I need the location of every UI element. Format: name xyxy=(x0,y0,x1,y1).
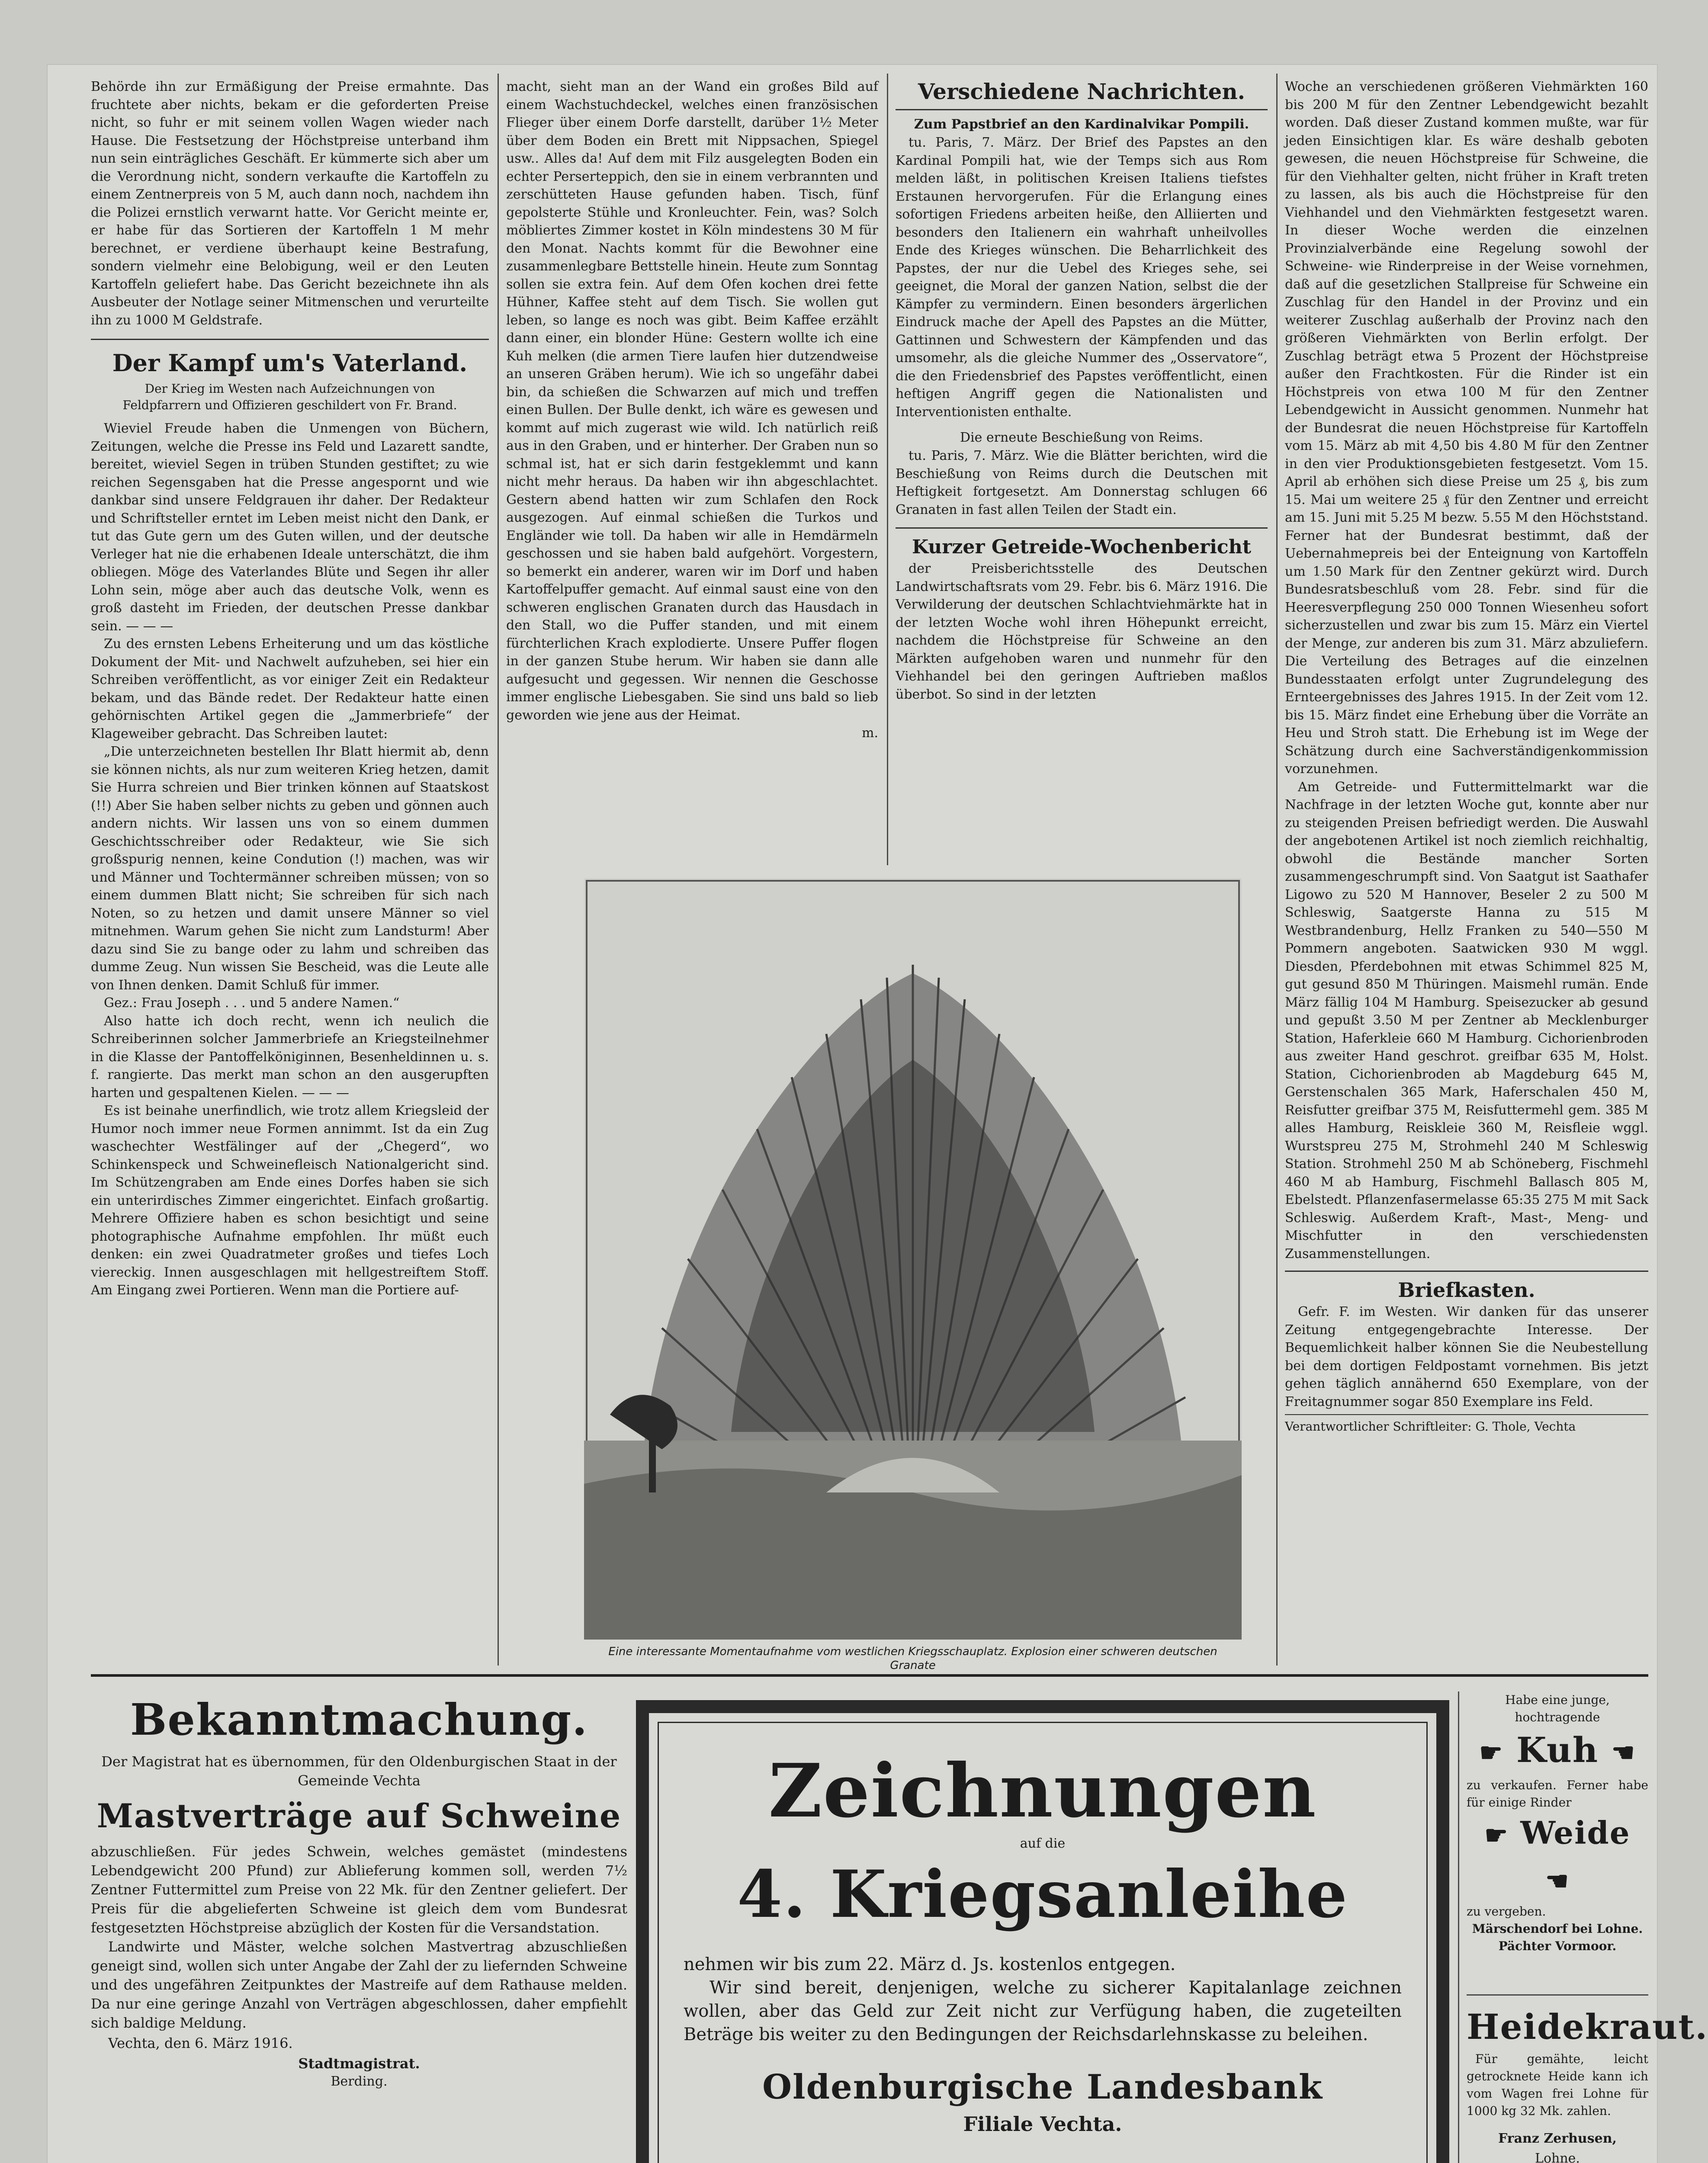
pointing-hand-icon: ☚ xyxy=(1545,1866,1570,1897)
article-paragraph: Also hatte ich doch recht, wenn ich neulich die Schreiberinnen solcher Jammerbriefe an Kriegsteilnehmer in die Klasse der Pantoffelköniginnen, Besenheldinnen u. s. f. rangierte. Das merkt man schon an den ausgerupften harten und gespaltenen Kielen. — — — xyxy=(91,1013,489,1101)
item-text: tu. Paris, 7. März. Der Brief des Papstes an den Kardinal Pompili hat, wie der Temps sich aus Rom melden läßt, in politischen Kreisen Italiens tiefstes Erstaunen hervorgerufen. Für die Erlangung eines sofortigen Friedens arbeiten heiße, den Alliierten und besonders den Italienern ein wahrhaft unheilvolles Ende des Krieges wünschen. Die Beharrlichkeit des Papstes, der nur die Uebel des Krieges sehe, sei geeignet, die Moral der ganzen Nation, selbst die der Kämpfer zu vermindern. Einen besonders ärgerlichen Eindruck mache der Apell des Papstes an die Mütter, Gattinnen und Schwestern der Kämpfenden und das umsomehr, als die gleiche Nummer des „Osservatore“, die den Friedensbrief des Papstes veröffentlicht, einen heftigen Angriff gegen die Nationalisten und Interventionisten enthalte. xyxy=(896,135,1268,420)
briefkasten-text: Gefr. F. im Westen. Wir danken für das unserer Zeitung entgegengebrachte Interesse. Der Bequemlichkeit halber können Sie die Neubestellung bei dem dortigen Feldpostamt vornehmen. Bis jetzt gehen täglich annähernd 650 Exemplare, von der Freitagnummer sogar 850 Exemplare ins Feld. xyxy=(1285,1304,1648,1409)
article-subtitle: Der Krieg im Westen nach Aufzeichnungen von Feldpfarrern und Offizieren geschildert von Fr. Brand. xyxy=(122,382,457,412)
ad-body: Landwirte und Mäster, welche solchen Mastvertrag abzuschließen geneigt sind, wollen sich unter Angabe der Zahl der zu liefernden Schweine und des ungefähren Zeitpunktes der Mastreife auf dem Rathause melden. Da nur eine geringe Anzahl von Verträgen abgeschlossen, daher empfiehlt sich baldige Meldung. xyxy=(91,1938,627,2031)
column-3 xyxy=(896,78,1268,857)
divider xyxy=(896,109,1268,110)
pointing-hand-icon: ☛ xyxy=(1479,1738,1504,1768)
ad-kuh-weide xyxy=(1467,1691,1648,1986)
col2-text: macht, sieht man an der Wand ein großes Bild auf einem Wachstuchdeckel, welches einen französischen Flieger über einem Dorfe darstellt, darüber 1½ Meter über dem Boden ein Brett mit Nippsachen, Spiegel usw.. Alles da! Auf dem mit Filz ausgelegten Boden ein echter Perserteppich, den sie in einem verbrannten und zerschütteten Hause gefunden haben. Tisch, fünf gepolsterte Stühle und Kronleuchter. Fein, was? Solch möbliertes Zimmer kostet in Köln mindestens 30 M für den Monat. Nachts kommt für die Bewohner eine zusammenlegbare Bettstelle hinein. Heute zum Sonntag sollen sie extra fein. Auf dem Ofen kochen drei fette Hühner, Kaffee steht auf dem Tisch. Sie wollen gut leben, so lange es noch was gibt. Beim Kaffee erzählt dann einer, ein blonder Hüne: Gestern wollte ich eine Kuh melken (die armen Tiere laufen hier dutzendweise an unseren Gräben herum). Wie ich so ungefähr dabei bin, da schießen die Schwarzen auf mich und treffen einen Bullen. Der Bulle denkt, ich wäre es gewesen und kommt auf mich zugerast wie wild. Ich natürlich reiß aus in den Graben, und er hinterher. Der Graben nun so schmal ist, hat er sich darin festgeklemmt und kann nicht mehr heraus. Da haben wir ihn abgeschlachtet. Gestern abend hatten wir zum Schlafen den Rock ausgezogen. Auf einmal schießen die Turkos und Engländer wie toll. Da haben wir alle in Hemdärmeln geschossen und sie haben bald aufgehört. Vorgestern, so bemerkt ein anderer, waren wir im Dorf und haben Kartoffelpuffer gemacht. Auf einmal saust eine von den schweren englischen Granaten durch das Hausdach in den Stall, wo die Puffer standen, und mit einem fürchterlichen Krach explodierte. Unsere Puffer flogen in der ganzen Stube herum. Wir haben sie dann alle aufgesucht und gegessen. Wir nennen die Geschosse immer englische Liebesgaben. Sie sind uns bald so lieb geworden wie jene aus der Heimat. xyxy=(506,79,878,723)
ad-signature: Berding. xyxy=(331,2074,388,2089)
column-1 xyxy=(91,78,489,1661)
article-paragraph: Wieviel Freude haben die Unmengen von Büchern, Zeitungen, welche die Presse ins Feld und Lazarett sandte, bereitet, wieviel Segen in trüben Stunden gestiftet; zu wie reichen Segensgaben hat die Presse angespornt und wie dankbar sind unsere Feldgrauen ihr daher. Der Redakteur und Schriftsteller erntet im Leben meist nicht den Dank, er tut das Gute gern um des Guten willen, und der deutsche Verleger hat nie die erhabenen Ideale unterschätzt, die ihm obliegen. Möge des Vaterlandes Blüte und Segen ihr aller Lohn sein, möge aber auch das deutsche Volk, wenn es groß dasteht im Frieden, der deutschen Presse dankbar sein. — — — xyxy=(91,421,489,634)
ad-name: Franz Zerhusen, xyxy=(1498,2131,1617,2146)
ad-title: Bekanntmachung. xyxy=(130,1694,588,1745)
explosion-photo xyxy=(584,878,1242,1640)
pointing-hand-icon: ☛ xyxy=(1484,1820,1509,1851)
col1-top-text: Behörde ihn zur Ermäßigung der Preise ermahnte. Das fruchtete aber nichts, bekam er die geforderten Preise nicht, so fuhr er mit seinem vollen Wagen wieder nach Hause. Die Festsetzung der Höchstpreise unterband ihm nun sein einträgliches Geschäft. Er kümmerte sich aber um die Verordnung nicht, sondern verkaufte die Kartoffeln zu einem Zentnerpreis von 5 M, auch dann noch, nachdem ihn die Polizei ernstlich verwarnt hatte. Vor Gericht meinte er, er habe für das Sortieren der Kartoffeln 1 M mehr berechnet, er verdiene überhaupt keine Bestrafung, sondern vielmehr eine Belobigung, weil er den Leuten Kartoffeln geliefert habe. Das Gericht bezeichnete ihn als Ausbeuter der Notlage seiner Mitmenschen und verurteilte ihn zu 1000 M Geldstrafe. xyxy=(91,79,489,328)
photograph xyxy=(584,878,1242,1672)
item-title: Die erneute Beschießung von Reims. xyxy=(960,430,1204,445)
ad-signature: Stadtmagistrat. xyxy=(298,2055,420,2072)
ad-big: 4. Kriegsanleihe xyxy=(737,1856,1348,1932)
column-rule xyxy=(498,74,499,1666)
col4-text: Am Getreide- und Futtermittelmarkt war die Nachfrage in der letzten Woche gut, konnte aber nur zu steigenden Preisen befriedigt werden. Die Auswahl der angebotenen Artikel ist noch ziemlich reichhaltig, obwohl die Bestände mancher Sorten zusammengeschrumpft sind. Von Saatgut ist Saathafer Ligowo zu 520 M Hannover, Beseler 2 zu 500 M Schleswig, Saatgerste Hanna zu 515 M Westbrandenburg, Hellz Franken zu 540—550 M Pommern angeboten. Saatwicken 930 M wggl. Diesden, Pferdebohnen mit etwas Schimmel 825 M, gut gesund 850 M Thüringen. Maismehl rumän. Ende März fällig 104 M Hamburg. Speisezucker ab gesund und gepußt 3.50 M per Zentner ab Mecklenburger Station, Haferkleie 660 M Hamburg. Cichorienbroden aus zweiter Hand geschrot. greifbar 635 M, Holst. Station, Cichorienbroden ab Magdeburg 645 M, Gerstenschalen 365 Mark, Haferschalen 450 M, Reisfutter greifbar 375 M, Reisfuttermehl gem. 385 M alles Hamburg, Reiskleie 360 M, Reisfleie wggl. Wurstspreu 275 M, Strohmehl 240 M Schleswig Station. Strohmehl 250 M ab Schöneberg, Fischmehl 460 M ab Hamburg, Fischmehl Ballasch 805 M, Ebelstedt. Pflanzenfasermelasse 65:35 275 M mit Sack Schleswig. Außerdem Kraft-, Mast-, Meng- und Mischfutter in den verschiedensten Zusammenstellungen. xyxy=(1285,779,1648,1261)
pointing-hand-icon: ☚ xyxy=(1611,1738,1636,1768)
item-title: Kurzer Getreide-Wochenbericht xyxy=(912,536,1252,558)
ad-body: abzuschließen. Für jedes Schwein, welches gemästet (mindestens Lebendgewicht 200 Pfund) zur Ablieferung kommen soll, werden 7½ Zentner Futtermittel zum Preise von 22 Mk. für den Zentner geliefert. Der Preis für die abgelieferten Schweine ist gleich dem vom Bundesrat festgesetzten Höchstpreise abzüglich der Kosten für die Versandstation. xyxy=(91,1843,627,1936)
divider xyxy=(896,527,1268,529)
ad-big-row xyxy=(1467,1811,1648,1903)
ad-heidekraut xyxy=(1467,2003,1708,2163)
ad-place: Märschendorf bei Lohne. xyxy=(1472,1922,1643,1936)
column-4 xyxy=(1285,78,1648,1661)
column-rule xyxy=(1276,74,1278,1666)
article-paragraph: Zu des ernsten Lebens Erheiterung und um das köstliche Dokument der Mit- und Nachwelt aufzuheben, sei hier ein Schreiben veröffentlicht, as vor einiger Zeit ein Redakteur bekam, und das Bände redet. Der Redakteur hatte einen gehörnischten Artikel gegen die „Jammerbriefe“ der Klageweiber gebracht. Das Schreiben lautet: xyxy=(91,636,489,741)
col4-text: Woche an verschiedenen größeren Viehmärkten 160 bis 200 M für den Zentner Lebendgewicht bezahlt worden. Daß dieser Zustand kommen mußte, war für jeden Einsichtigen klar. Es wäre deshalb geboten gewesen, die neuen Höchstpreise für Schweine, die für den Viehhalter gelten, nicht früher in Kraft treten zu lassen, als bis auch die Höchstpreise für den Viehhandel und den Viehmärkten festgesetzt waren. In dieser Woche werden die einzelnen Provinzialverbände eine Regelung sowohl der Schweine- wie Rinderpreise in der Weise vornehmen, daß auf die gesetzlichen Stallpreise für Schweine ein Zuschlag für den Handel in der Provinz und ein weiterer Zuschlag außerhalb der Provinz nach den größeren Viehmärkten von Berlin erfolgt. Der Zuschlag beträgt etwa 5 Prozent der Höchstpreise außer den Frachtkosten. Für die Rinder ist ein Höchstpreis von etwa 100 M für den Zentner Lebendgewicht in Aussicht genommen. Nunmehr hat der Bundesrat die neuen Höchstpreise für Kartoffeln vom 15. März ab mit 4,50 bis 4.80 M für den Zentner in den vier Produktionsgebieten festgesetzt. Vom 15. April ab erhöhen sich diese Preise um 25 ₰, bis zum 15. Mai um weitere 25 ₰ für den Zentner und erreicht am 15. Juni mit 5.25 M bezw. 5.55 M den Höchststand. Ferner hat der Bundesrat bestimmt, daß der Uebernahmepreis bei der Enteignung von Kartoffeln um 1.50 Mark für den Zentner gekürzt wird. Durch Bundesratsbeschluß vom 28. Febr. sind für die Heeresverpflegung 250 000 Tonnen Wiesenheu sofort sicherzustellen und zwar bis zum 15. März ein Viertel der Menge, zur anderen bis zum 31. März abzuliefern. Die Verteilung des Betrages auf die einzelnen Bundesstaaten erfolgt unter Zugrundelegung des Ernteergebnisses des Jahres 1915. In der Zeit vom 12. bis 15. März findet eine Erhebung über die Vorräte an Heu und Stroh statt. Die Erhebung ist im Wege der Schätzung durch eine Sachverständigenkommission vorzunehmen. xyxy=(1285,79,1648,777)
ad-line: zu verkaufen. Ferner habe für einige Rinder xyxy=(1467,1778,1648,1810)
article-paragraph: Gez.: Frau Joseph . . . und 5 andere Namen.“ xyxy=(104,995,400,1011)
ad-date: Vechta, den 6. März 1916. xyxy=(108,2035,293,2051)
section-rule xyxy=(91,1674,1648,1677)
col2-signature: m. xyxy=(862,725,878,741)
ad-big: Kuh xyxy=(1516,1730,1599,1770)
ad-text: Wir sind bereit, denjenigen, welche zu sicherer Kapitalanlage zeichnen wollen, aber das Geld zur Zeit nicht zur Verfügung haben, die zugeteilten Beträge bis weiter zu den Bedingungen der Reichsdarlehnskasse zu beleihen. xyxy=(684,1978,1402,2044)
column-2 xyxy=(506,78,878,857)
briefkasten-title: Briefkasten. xyxy=(1398,1278,1535,1302)
ad-bekanntmachung xyxy=(91,1691,627,2163)
ad-title: Zeichnungen xyxy=(768,1748,1317,1834)
ad-intro: Der Magistrat hat es übernommen, für den Oldenburgischen Staat in der Gemeinde Vechta xyxy=(101,1753,617,1789)
ad-kriegsanleihe xyxy=(636,1700,1449,2163)
editor-line: Verantwortlicher Schriftleiter: G. Thole, Vechta xyxy=(1285,1419,1576,1434)
divider xyxy=(91,339,489,340)
photo-caption: Eine interessante Momentaufnahme vom westlichen Kriegsschauplatz. Explosion einer schweren deutschen Granate xyxy=(608,1645,1217,1672)
ad-auf: auf die xyxy=(1020,1836,1066,1851)
column-rule xyxy=(887,74,888,865)
ad-headline: Mastverträge auf Schweine xyxy=(96,1797,622,1835)
ad-title: Heidekraut. xyxy=(1467,2006,1708,2047)
article-title: Der Kampf um's Vaterland. xyxy=(112,349,468,377)
ad-big: Weide xyxy=(1520,1814,1631,1852)
item-text: der Preisberichtsstelle des Deutschen Landwirtschaftsrats vom 29. Febr. bis 6. März 1916. Die Verwilderung der deutschen Schlachtviehmärkte hat in der letzten Woche wohl ihren Höhepunkt erreicht, nachdem die Höchstpreise für Schweine an den Märkten aufgehoben waren und nunmehr für den Viehhandel bei den geringen Auftrieben maßlos überbot. So sind in der letzten xyxy=(896,561,1268,702)
section-title: Verschiedene Nachrichten. xyxy=(918,79,1246,104)
ad-place: Lohne. xyxy=(1535,2151,1580,2163)
article-paragraph: „Die unterzeichneten bestellen Ihr Blatt hiermit ab, denn sie können nichts, als nur zum weiteren Krieg hetzen, damit Sie Hurra schreien und Bier trinken können auf Staatskost (!!) Aber Sie haben selber nichts zu geben und gönnen auch andern nichts. Wir lassen uns von so einem dummen Geschichtsschreiber oder Redakteur, wie Sie sich großspurig nennen, keine Condution (!) machen, was wir und Männer und Tochtermänner schreiben müssen; von so einem dummen Blatt nicht; Sie schreiben für sich nach Noten, so zu hetzen und damit unsere Männer so viel mitnehmen. Warum gehen Sie nicht zum Landsturm! Aber dazu sind Sie zu bange oder zu lahm und schreiben das dumme Zeug. Nun wissen Sie Bescheid, was die Leute alle von Ihnen denken. Damit Schluß für immer. xyxy=(91,744,489,993)
item-text: tu. Paris, 7. März. Wie die Blätter berichten, wird die Beschießung von Reims durch die Deutschen mit Heftigkeit fortgesetzt. Am Donnerstag schlugen 66 Granaten in fast allen Teilen der Stadt ein. xyxy=(896,448,1268,517)
ad-text: nehmen wir bis zum 22. März d. Js. kostenlos entgegen. xyxy=(684,1954,1176,1974)
item-title: Zum Papstbrief an den Kardinalvikar Pompili. xyxy=(914,117,1249,132)
ad-bank: Oldenburgische Landesbank xyxy=(762,2067,1323,2107)
column-rule xyxy=(1458,1691,1459,2163)
ad-name: Pächter Vormoor. xyxy=(1498,1939,1617,1954)
divider xyxy=(1467,1994,1648,1996)
ad-big-row xyxy=(1467,1726,1648,1777)
ad-small: Habe eine junge, hochtragende xyxy=(1505,1693,1610,1724)
article-paragraph: Es ist beinahe unerfindlich, wie trotz allem Kriegsleid der Humor noch immer neue Formen annimmt. Ist da ein Zug waschechter Westfälinger auf der „Chegerd“, wo Schinkenspeck und Schweinefleisch Nationalgericht sind. Im Schützengraben am Ende eines Dorfes haben sie sich ein unterirdisches Zimmer eingerichtet. Einfach großartig. Mehrere Offiziere haben es schon besichtigt und seine photographische Aufnahme empfohlen. Ihr müßt euch denken: ein zwei Quadratmeter großes und tiefes Loch viereckig. Innen ausgeschlagen mit hellgestreiftem Stoff. Am Eingang zwei Portieren. Wenn man die Portiere auf- xyxy=(91,1103,489,1298)
ad-branch: Filiale Vechta. xyxy=(963,2112,1122,2136)
ad-text: Für gemähte, leicht getrocknete Heide kann ich vom Wagen frei Lohne für 1000 kg 32 Mk. zahlen. xyxy=(1467,2052,1648,2118)
divider xyxy=(1285,1271,1648,1272)
ad-line: zu vergeben. xyxy=(1467,1904,1546,1919)
divider xyxy=(1285,1414,1648,1415)
newspaper-page xyxy=(48,65,1708,2163)
